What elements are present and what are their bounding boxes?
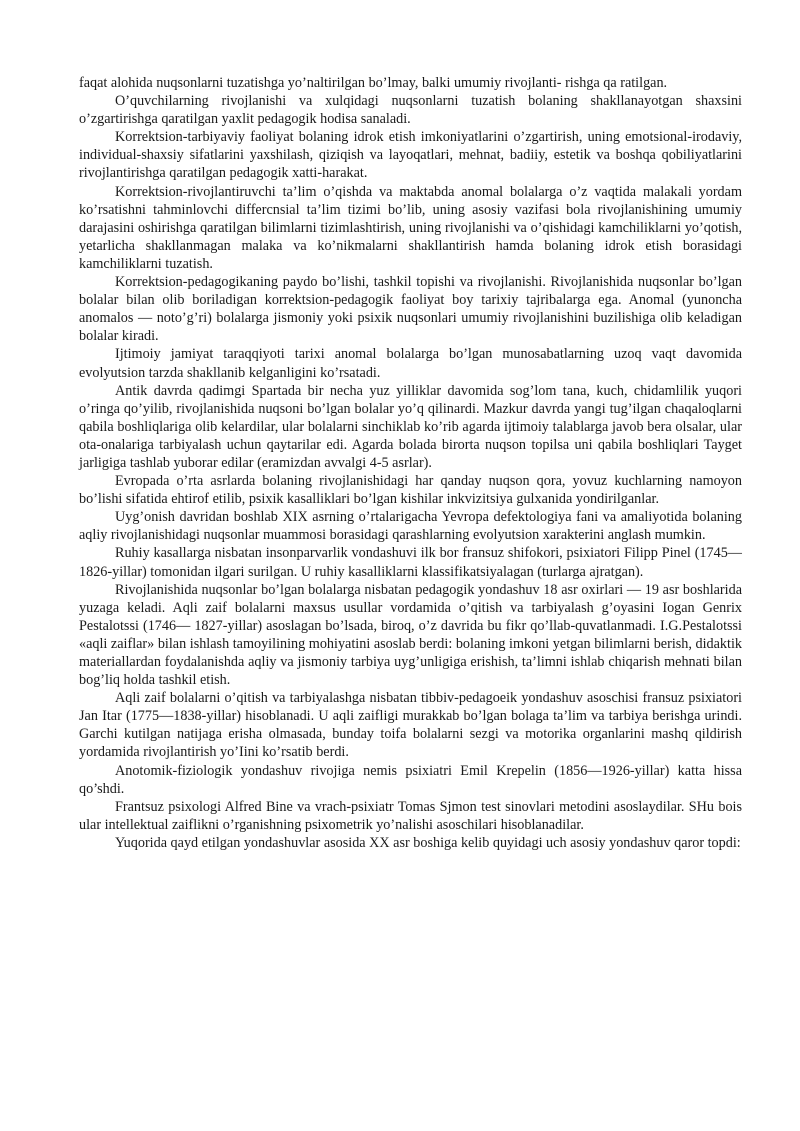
paragraph: faqat alohida nuqsonlarni tuzatishga yo’naltirilgan bo’lmay, balki umumiy rivojlanti- rishga qa ratilgan. [79,75,668,91]
paragraph: Korrektsion-rivojlantiruvchi ta’lim o’qishda va maktabda anomal bolalarga o’z vaqtida malakali yordam ko’rsatishni tahminlovchi differcnsial ta’lim tizimi bo’lib, uning asosiy vazifasi bola rivojlanishining umumiy darajasini oshirishga qaratilgan bilimlarni tizimlashtirish, uning rivojlanishi va o’qishidagi kamchiliklarni yo’qotish, yetarlicha shakllanmagan malaka va ko’nikmalarni shakllantirish hamda bolaning idrok etish borasidagi kamchiliklarni tuzatish. [79,183,742,272]
paragraph: Rivojlanishida nuqsonlar bo’lgan bolalarga nisbatan pedagogik yondashuv 18 asr oxirlari — 19 asr boshlarida yuzaga keladi. Aqli zaif bolalarni maxsus usullar vordamida o’qitish va tarbiyalash g’oyasini Iogan Genrix Pestalotssi (1746— 1827-yillar) asoslagan bo’lsada, biroq, o’z davrida bu fikr qo’llab-quvatlanmadi. I.G.Pestalotssi «aqli zaiflar» bilan ishlash tamoyilining mohiyatini asoslab berdi: bolaning imkoni yetgan bilimlarni berish, didaktik materiallardan foydalanishda aqliy va jismoniy tarbiya uyg’unligiga erishish, ta’limni ishlab chiqarish mehnati bilan bog’liq holda tashkil etish. [79,581,742,689]
paragraph: Aqli zaif bolalarni o’qitish va tarbiyalashga nisbatan tibbiv-pedagoeik yondashuv asoschisi fransuz psixiatori Jan Itar (1775—1838-yillar) hisoblanadi. U aqli zaifligi murakkab bo’lgan bolaga ta’lim va tarbiya berishga urindi. Garchi kutilgan natijaga erisha olmasada, bunday toifa bolalarni sezgi va motorika organlarini mashq qildirish yordamida rivojlantirish yo’Iini ko’rsatib berdi. [79,690,742,761]
paragraph: O’quvchilarning rivojlanishi va xulqidagi nuqsonlarni tuzatish bolaning shakllanayotgan shaxsini o’zgartirishga qaratilgan yaxlit pedagogik hodisa sanaladi. [79,93,742,128]
section-heading-paragraph: Korrektsion-pedagogikaning paydo bo’lishi, tashkil topishi va rivojlanishi. Rivojlanishida nuqsonlar bo’lgan bolalar bilan olib boriladigan korrektsion-pedagogik faoliyat boy tarixiy tajribalarga ega. Anomal (yunoncha anomalos — noto’g’ri) bolalarga jismoniy yoki psixik nuqsonlari umumiy rivojlanishini buzilishiga olib keladigan bolalar kiradi. [79,274,742,345]
document-page [79,74,742,852]
paragraph: Ijtimoiy jamiyat taraqqiyoti tarixi anomal bolalarga bo’lgan munosabatlarning uzoq vaqt davomida evolyutsion tarzda shakllanib kelganligini ko’rsatadi. [79,346,742,381]
paragraph: Anotomik-fiziologik yondashuv rivojiga nemis psixiatri Emil Krepelin (1856—1926-yillar) katta hissa qo’shdi. [79,762,742,797]
paragraph: Evropada o’rta asrlarda bolaning rivojlanishidagi har qanday nuqson qora, yovuz kuchlarning namoyon bo’lishi sifatida ehtirof etilib, psixik kasalliklari bo’lgan kishilar inkvizitsiya gulxanida yondirilganlar. [79,473,742,508]
paragraph: Frantsuz psixologi Alfred Bine va vrach-psixiatr Tomas Sjmon test sinovlari metodini asoslaydilar. SHu bois ular intellektual zaiflikni o’rganishning psixometrik yo’nalishi asoschilari hisoblanadilar. [79,798,742,833]
paragraph: Ruhiy kasallarga nisbatan insonparvarlik vondashuvi ilk bor fransuz shifokori, psixiatori Filipp Pinel (1745— 1826-yillar) tomonidan ilgari surilgan. U ruhiy kasalliklarni klassifikatsiyalagan (turlarga ajratgan). [79,545,742,580]
paragraph: Korrektsion-tarbiyaviy faoliyat bolaning idrok etish imkoniyatlarini o’zgartirish, uning emotsional-irodaviy, individual-shaxsiy sifatlarini yaxshilash, qiziqish va layoqatlari, mehnat, badiiy, estetik va boshqa qobiliyatlarini rivojlantirishga qaratilgan pedagogik xatti-harakat. [79,129,742,182]
paragraph: Antik davrda qadimgi Spartada bir necha yuz yilliklar davomida sog’lom tana, kuch, chidamlilik yuqori o’ringa qo’yilib, rivojlanishida nuqsoni bo’lgan bolalar yo’q qilinardi. Mazkur davrda yangi tug’ilgan chaqaloqlarni qabila boshliqlariga olib kelardilar, ular bolalarni sinchiklab ko’rib agarda ijtimoiy talablarga javob bera olsalar, ular ota-onalariga tarbiyalash uchun qaytarilar edi. Agarda bolada birorta nuqson topilsa uni qabila boshliqlari Tayget jarligiga tashlab yuborar edilar (eramizdan avvalgi 4-5 asrlar). [79,382,742,471]
paragraph: Uyg’onish davridan boshlab XIX asrning o’rtalarigacha Yevropa defektologiya fani va amaliyotida bolaning aqliy rivojlanishidagi nuqsonlar muammosi borasidagi qarashlarning evolyutsion xarakterini anglash mumkin. [79,509,742,544]
paragraph: Yuqorida qayd etilgan yondashuvlar asosida XX asr boshiga kelib quyidagi uch asosiy yondashuv qaror topdi: [115,834,741,851]
